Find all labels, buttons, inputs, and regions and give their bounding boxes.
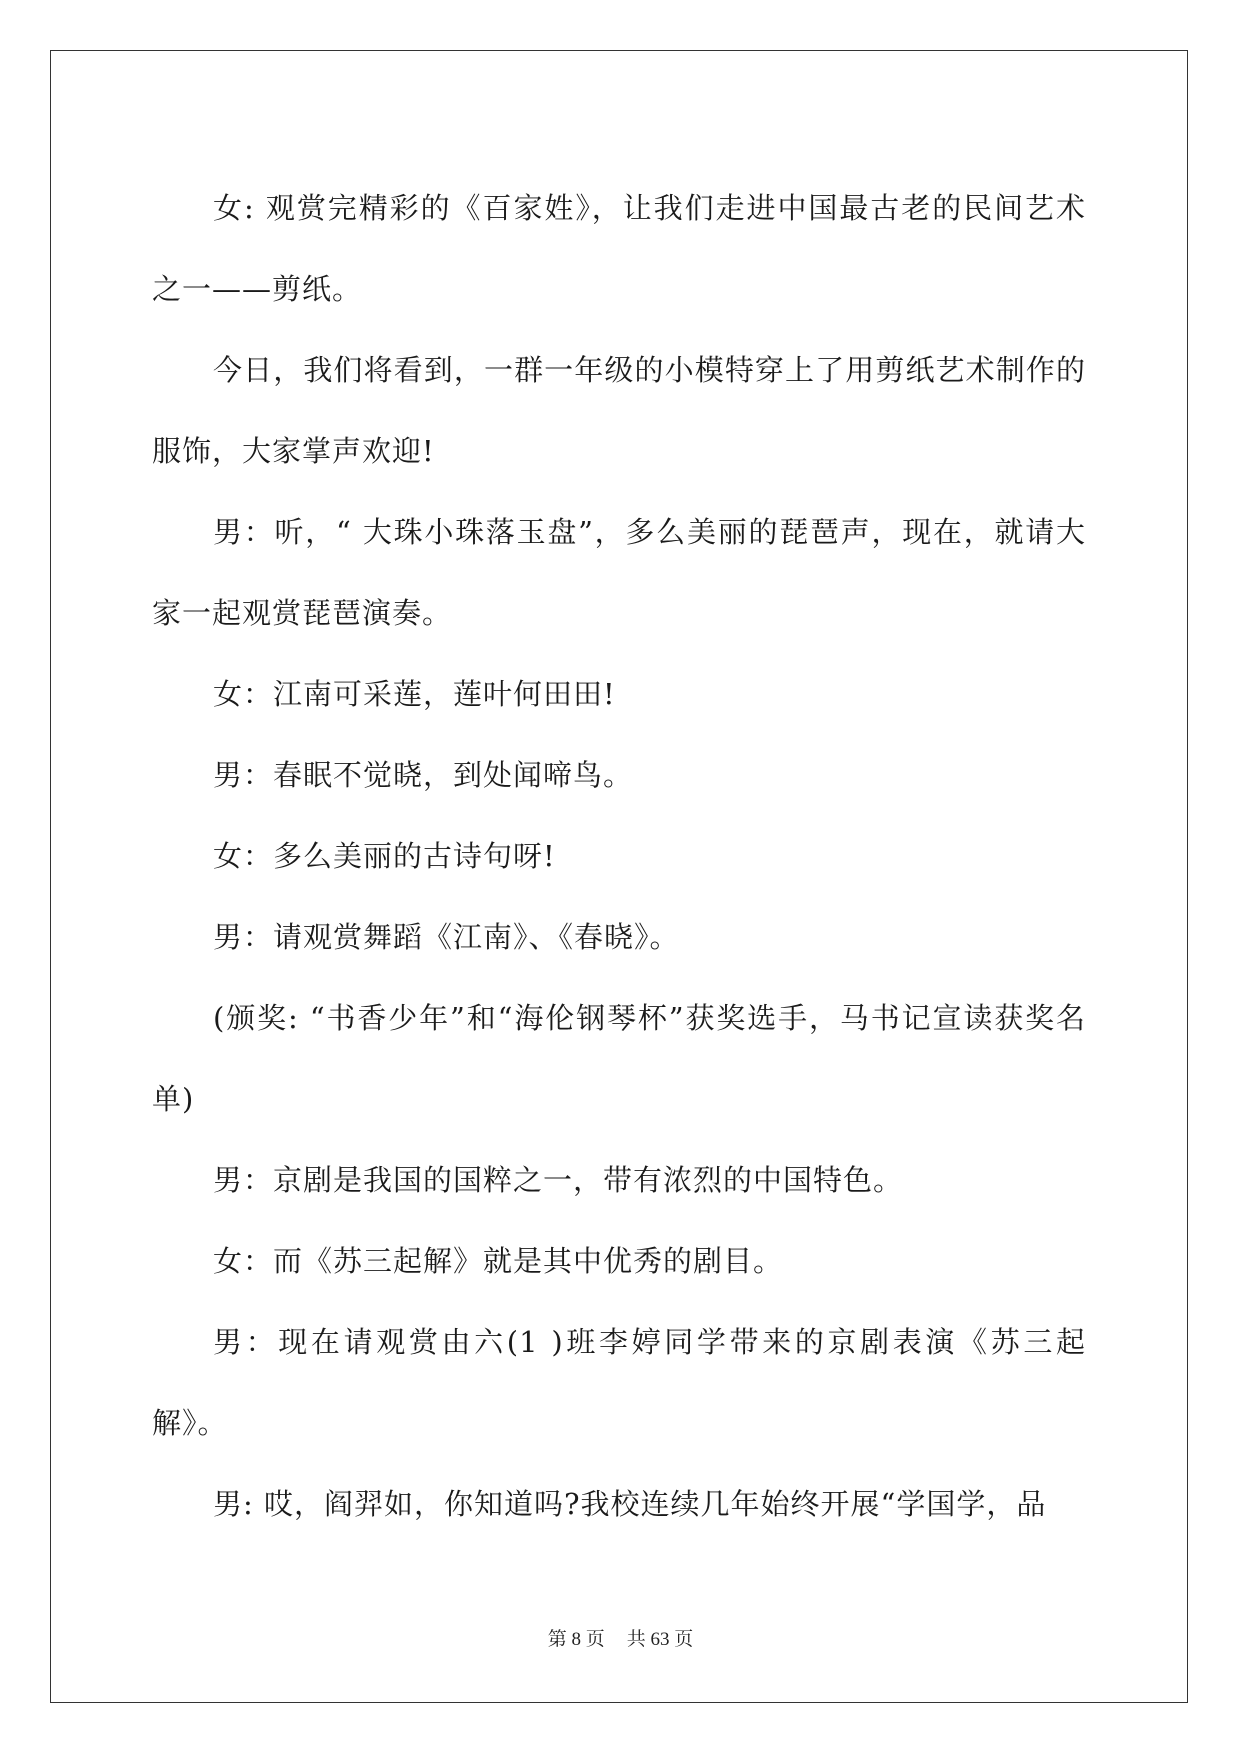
paragraph: 今日，我们将看到，一群一年级的小模特穿上了用剪纸艺术制作的服饰，大家掌声欢迎! — [152, 353, 1086, 468]
paragraph: 女：江南可采莲，莲叶何田田! — [213, 677, 616, 711]
paragraph: 男：听，“ 大珠小珠落玉盘”，多么美丽的琵琶声，现在，就请大家一起观赏琵琶演奏。 — [152, 515, 1086, 630]
page-footer — [0, 1624, 1241, 1651]
document-body — [152, 168, 1086, 1545]
paragraph: (颁奖: “书香少年”和“海伦钢琴杯”获奖选手，马书记宣读获奖名单) — [152, 1001, 1086, 1116]
paragraph: 男: 哎，阎羿如，你知道吗?我校连续几年始终开展“学国学，品 — [213, 1487, 1047, 1521]
paragraph: 男：请观赏舞蹈《江南》、《春晓》。 — [213, 920, 680, 954]
paragraph: 男：春眠不觉晓，到处闻啼鸟。 — [213, 758, 634, 792]
paragraph: 男：京剧是我国的国粹之一，带有浓烈的中国特色。 — [213, 1163, 904, 1197]
paragraph: 女：而《苏三起解》就是其中优秀的剧目。 — [213, 1244, 784, 1278]
page-number: 第 8 页 — [547, 1629, 605, 1650]
page-total: 共 63 页 — [626, 1629, 694, 1650]
paragraph: 男：现在请观赏由六(1 )班李婷同学带来的京剧表演《苏三起解》。 — [152, 1325, 1086, 1440]
paragraph: 女: 观赏完精彩的《百家姓》，让我们走进中国最古老的民间艺术之一——剪纸。 — [152, 191, 1086, 306]
paragraph: 女：多么美丽的古诗句呀! — [213, 839, 556, 873]
